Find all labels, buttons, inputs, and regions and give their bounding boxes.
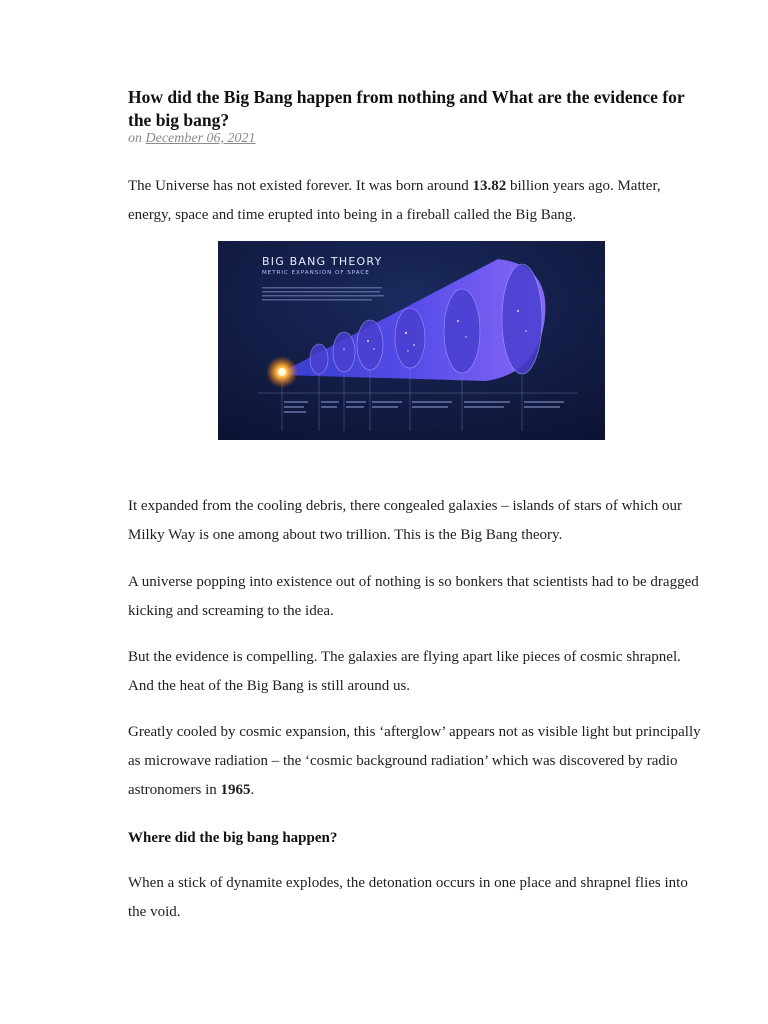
intro-bold: 13.82	[472, 178, 507, 194]
figure-subtitle: METRIC EXPANSION OF SPACE	[262, 270, 370, 276]
article-meta	[128, 131, 256, 147]
last-paragraph: When a stick of dynamite explodes, the detonation occurs in one place and shrapnel flies into the void.	[128, 875, 688, 920]
article-title: How did the Big Bang happen from nothing and What are the evidence for the big bang?	[128, 87, 685, 130]
paragraph-3: But the evidence is compelling. The galaxies are flying apart like pieces of cosmic shrapnel. And the heat of the Big Bang is still around us.	[128, 649, 681, 694]
paragraph-1: It expanded from the cooling debris, there congealed galaxies – islands of stars of which our Milky Way is one among about two trillion. This is the Big Bang theory.	[128, 498, 682, 543]
intro-paragraph	[128, 172, 703, 230]
cmb-paragraph	[128, 718, 703, 805]
big-bang-figure	[218, 241, 605, 440]
paragraph-2: A universe popping into existence out of nothing is so bonkers that scientists had to be dragged kicking and screaming to the idea.	[128, 574, 699, 619]
date-link[interactable]: December 06, 2021	[145, 131, 256, 146]
cmb-text-2: .	[250, 782, 255, 798]
section-heading: Where did the big bang happen?	[128, 830, 338, 846]
cmb-bold: 1965	[220, 782, 251, 798]
intro-text-1: The Universe has not existed forever. It was born around	[128, 178, 473, 194]
figure-title: BIG BANG THEORY	[262, 255, 383, 268]
cmb-text-1: Greatly cooled by cosmic expansion, this ‘afterglow’ appears not as visible light but principally as microwave radiation – the ‘cosmic background radiation’ which was discovered by radio astronomers in	[128, 724, 701, 798]
date-prefix: on	[128, 131, 142, 146]
intro-text-2: billion years ago. Matter, energy, space and time erupted into being in a fireball called the Big Bang.	[128, 178, 661, 223]
